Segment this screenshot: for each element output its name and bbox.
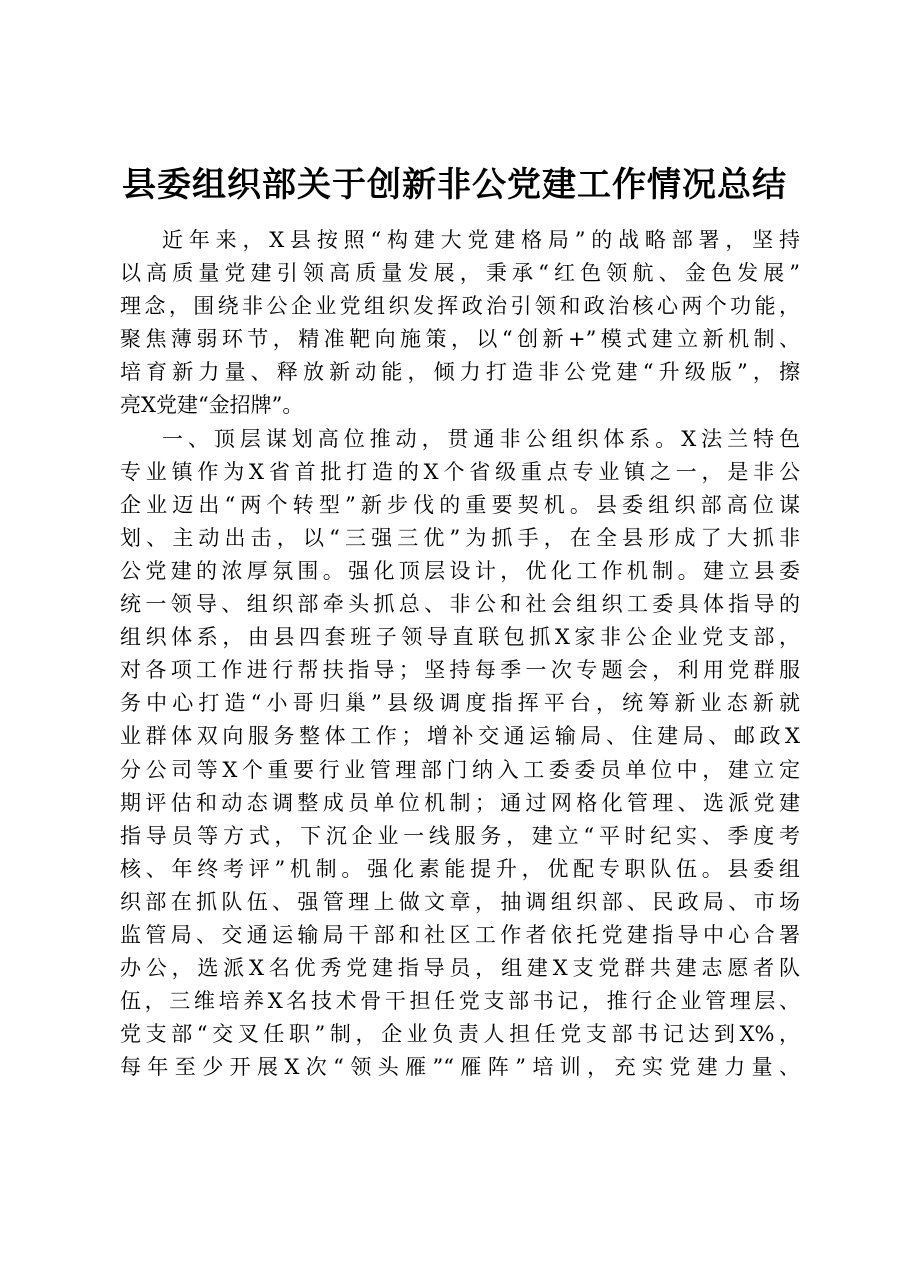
paragraph-line: 聚焦薄弱环节，精准靶向施策，以“创新+”模式建立新机制、: [120, 327, 800, 352]
paragraph-line: 统一领导、组织部牵头抓总、非公和社会组织工委具体指导的: [120, 592, 800, 617]
document-body: [120, 224, 800, 1084]
paragraph-line: 党支部“交叉任职”制，企业负责人担任党支部书记达到X%，: [120, 1022, 800, 1047]
paragraph-line: 理念，围绕非公企业党组织发挥政治引领和政治核心两个功能，: [120, 294, 800, 319]
paragraph-line: 期评估和动态调整成员单位机制；通过网格化管理、选派党建: [120, 790, 800, 815]
paragraph-line: 近年来，X县按照“构建大党建格局”的战略部署，坚持: [162, 228, 800, 252]
paragraph-line: 组织体系，由县四套班子领导直联包抓X家非公企业党支部，: [120, 625, 800, 650]
paragraph-line: 对各项工作进行帮扶指导；坚持每季一次专题会，利用党群服: [120, 658, 800, 683]
paragraph-line: 专业镇作为X省首批打造的X个省级重点专业镇之一，是非公: [120, 459, 800, 484]
document-title: 县委组织部关于创新非公党建工作情况总结: [122, 165, 787, 205]
paragraph-line: 务中心打造“小哥归巢”县级调度指挥平台，统筹新业态新就: [120, 691, 800, 716]
paragraph-line: 分公司等X个重要行业管理部门纳入工委委员单位中，建立定: [120, 757, 800, 782]
paragraph-line: 企业迈出“两个转型”新步伐的重要契机。县委组织部高位谋: [120, 492, 800, 517]
paragraph-line: 核、年终考评”机制。强化素能提升，优配专职队伍。县委组: [120, 856, 800, 881]
paragraph-line: 公党建的浓厚氛围。强化顶层设计，优化工作机制。建立县委: [120, 558, 800, 583]
paragraph-line: 伍，三维培养X名技术骨干担任党支部书记，推行企业管理层、: [120, 989, 800, 1014]
paragraph-line: 以高质量党建引领高质量发展，秉承“红色领航、金色发展”: [120, 261, 800, 286]
paragraph-line: 指导员等方式，下沉企业一线服务，建立“平时纪实、季度考: [120, 823, 800, 848]
paragraph-line: 监管局、交通运输局干部和社区工作者依托党建指导中心合署: [120, 922, 800, 947]
paragraph-line: 织部在抓队伍、强管理上做文章，抽调组织部、民政局、市场: [120, 889, 800, 914]
paragraph-line: 亮X党建“金招牌”。: [120, 393, 304, 418]
paragraph-line: 业群体双向服务整体工作；增补交通运输局、住建局、邮政X: [120, 724, 800, 749]
paragraph-line: 培育新力量、释放新动能，倾力打造非公党建“升级版”，擦: [120, 360, 800, 385]
paragraph-line: 划、主动出击，以“三强三优”为抓手，在全县形成了大抓非: [120, 525, 800, 550]
paragraph-line: 一、顶层谋划高位推动，贯通非公组织体系。X法兰特色: [162, 426, 800, 451]
paragraph-line: 每年至少开展X次“领头雁”“雁阵”培训，充实党建力量、: [120, 1055, 800, 1080]
paragraph-line: 办公，选派X名优秀党建指导员，组建X支党群共建志愿者队: [120, 956, 800, 981]
